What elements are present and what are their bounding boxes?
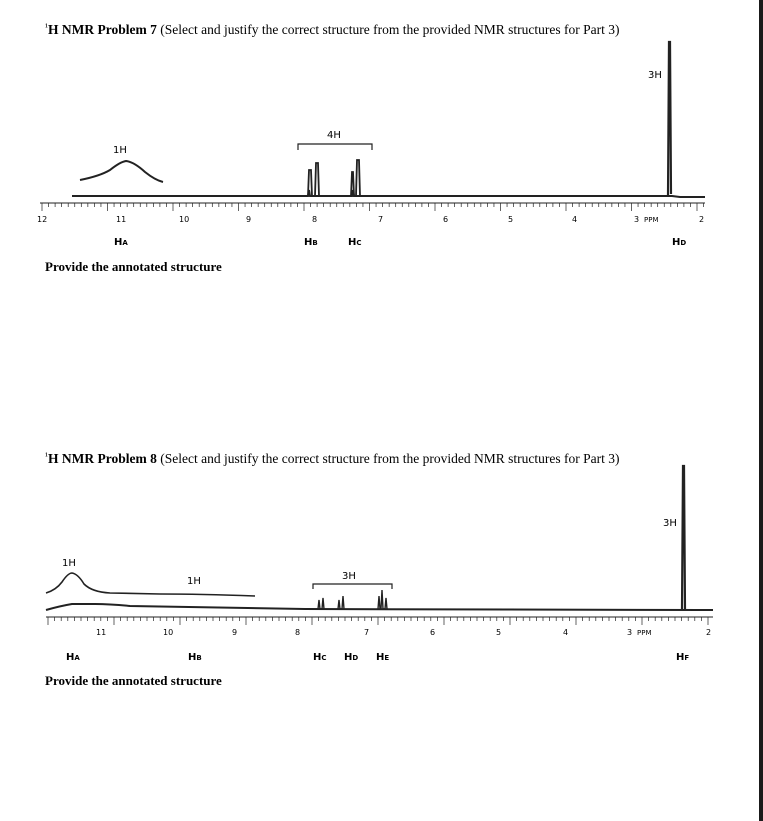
p7-tick-12: 12 (37, 215, 48, 224)
p8-ppm-label: PPM (637, 629, 652, 637)
p8-label-hd: HD (344, 652, 359, 663)
p7-tick-8: 8 (312, 215, 318, 224)
p8-tick-6: 6 (430, 628, 436, 637)
p7-tick-4: 4 (572, 215, 578, 224)
p8-integral-hb (160, 594, 255, 596)
problem-7-instructions: (Select and justify the correct structure from the provided NMR structures for Part 3) (156, 22, 620, 37)
p7-label-hc: HC (348, 237, 362, 248)
p7-integration-1h: 1H (113, 145, 127, 156)
p8-bracket-3h (313, 584, 392, 589)
superscript-one-8: ¹ (45, 451, 48, 462)
p7-tick-7: 7 (378, 215, 384, 224)
problem-7-prompt: Provide the annotated structure (45, 259, 222, 274)
p7-label-hd: HD (672, 237, 687, 248)
p8-tick-5: 5 (496, 628, 502, 637)
p8-peak-hd (338, 596, 344, 609)
p8-peak-hf (682, 466, 685, 609)
p8-label-hc: HC (313, 652, 327, 663)
p7-tick-5: 5 (508, 215, 514, 224)
p7-ppm-label: PPM (644, 216, 659, 224)
p8-tick-7: 7 (364, 628, 370, 637)
p8-label-hf: HF (676, 652, 690, 663)
p7-tick-10: 10 (179, 215, 190, 224)
p7-integration-4h: 4H (327, 130, 341, 141)
p8-tick-10: 10 (163, 628, 174, 637)
p8-integration-3h-cde: 3H (342, 571, 356, 582)
p7-tick-2: 2 (699, 215, 705, 224)
p7-label-ha: HA (114, 237, 128, 248)
p8-label-ha: HA (66, 652, 80, 663)
p7-label-hb: HB (304, 237, 318, 248)
p8-peak-labels (66, 652, 689, 663)
p8-tick-11: 11 (96, 628, 107, 637)
p8-tick-9: 9 (232, 628, 238, 637)
superscript-one: ¹ (45, 22, 48, 33)
p8-tick-8: 8 (295, 628, 301, 637)
p7-tick-9: 9 (246, 215, 252, 224)
p8-peak-he (378, 590, 387, 609)
p7-tick-11: 11 (116, 215, 127, 224)
p8-peak-hc (318, 598, 324, 609)
p8-integration-1h-b: 1H (187, 576, 201, 587)
p8-tick-3: 3 (627, 628, 633, 637)
p7-integration-3h: 3H (648, 70, 662, 81)
problem-7-title: H NMR Problem 7 (48, 22, 157, 37)
p8-tick-4: 4 (563, 628, 569, 637)
p8-tick-2: 2 (706, 628, 712, 637)
p8-axis-ticks (48, 617, 708, 625)
p8-integration-3h-f: 3H (663, 518, 677, 529)
p8-label-he: HE (376, 652, 390, 663)
p7-tick-3: 3 (634, 215, 640, 224)
p8-label-hb: HB (188, 652, 202, 663)
p7-tick-6: 6 (443, 215, 449, 224)
p8-axis-labels (96, 628, 711, 637)
problem-8-instructions: (Select and justify the correct structure from the provided NMR structures for Part 3) (156, 451, 620, 466)
problem-8-title: H NMR Problem 8 (48, 451, 157, 466)
problem-8-prompt: Provide the annotated structure (45, 673, 222, 688)
p8-integration-1h-a: 1H (62, 558, 76, 569)
p8-integral-ha (46, 573, 160, 594)
